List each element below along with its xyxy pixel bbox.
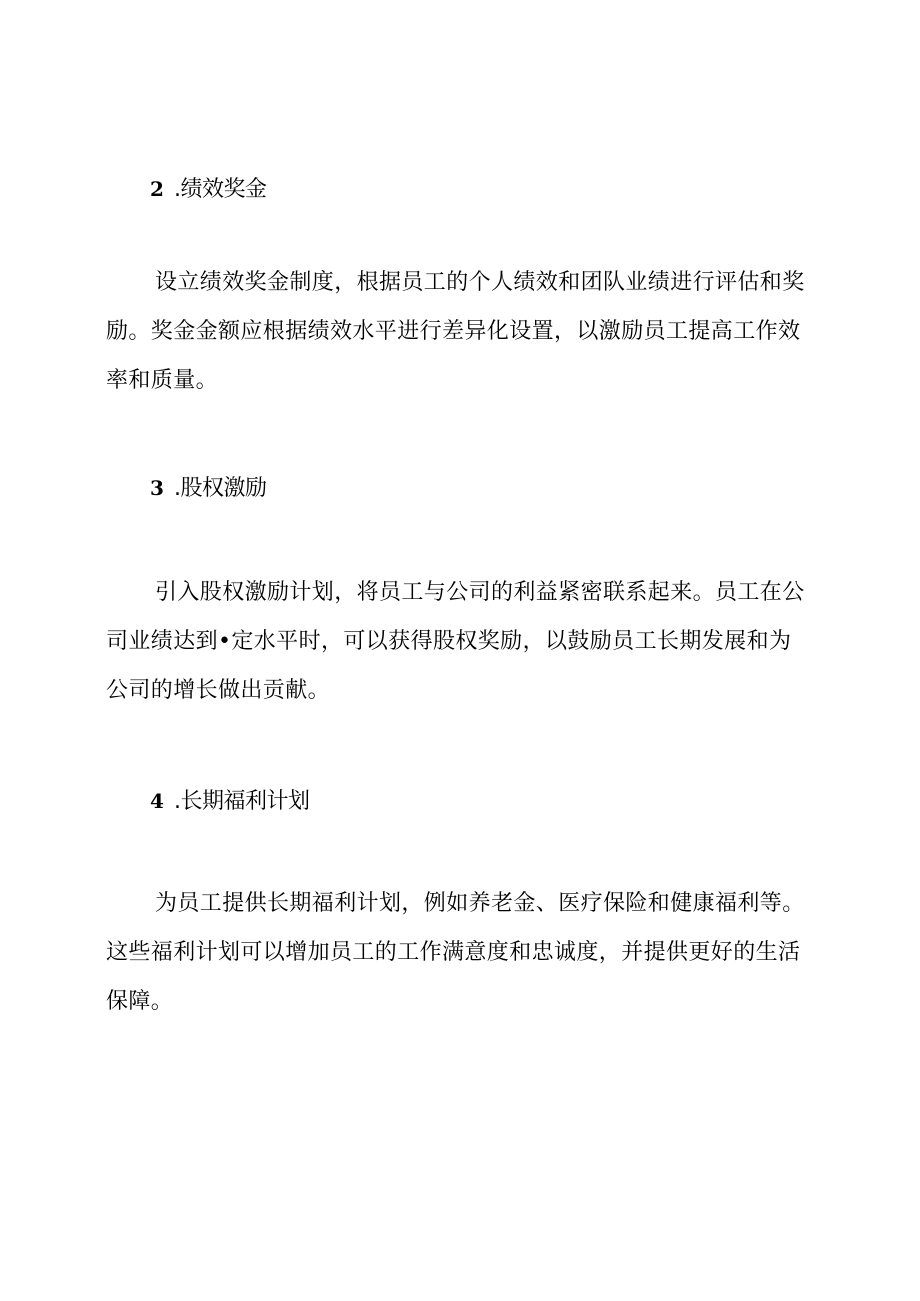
section-paragraph: 为员工提供长期福利计划，例如养老金、医疗保险和健康福利等。这些福利计划可以增加员工的工作满意度和忠诚度，并提供更好的生活保障。 [106,891,805,1014]
section-paragraph: 设立绩效奖金制度，根据员工的个人绩效和团队业绩进行评估和奖励。奖金金额应根据绩效水平进行差异化设置，以激励员工提高工作效率和质量。 [106,270,805,393]
section-title: .绩效奖金 [174,177,267,202]
section-paragraph: 引入股权激励计划，将员工与公司的利益紧密联系起来。员工在公司业绩达到•定水平时，可以获得股权奖励，以鼓励员工长期发展和为公司的增长做出贡献。 [106,580,805,703]
section-heading [150,172,267,206]
section-number: 4 [150,789,164,813]
section-title: .股权激励 [174,476,267,501]
section-number: 2 [150,177,164,201]
section-heading [150,471,267,505]
section-heading [150,784,310,818]
section-number: 3 [150,476,164,500]
section-title: .长期福利计划 [174,789,310,814]
